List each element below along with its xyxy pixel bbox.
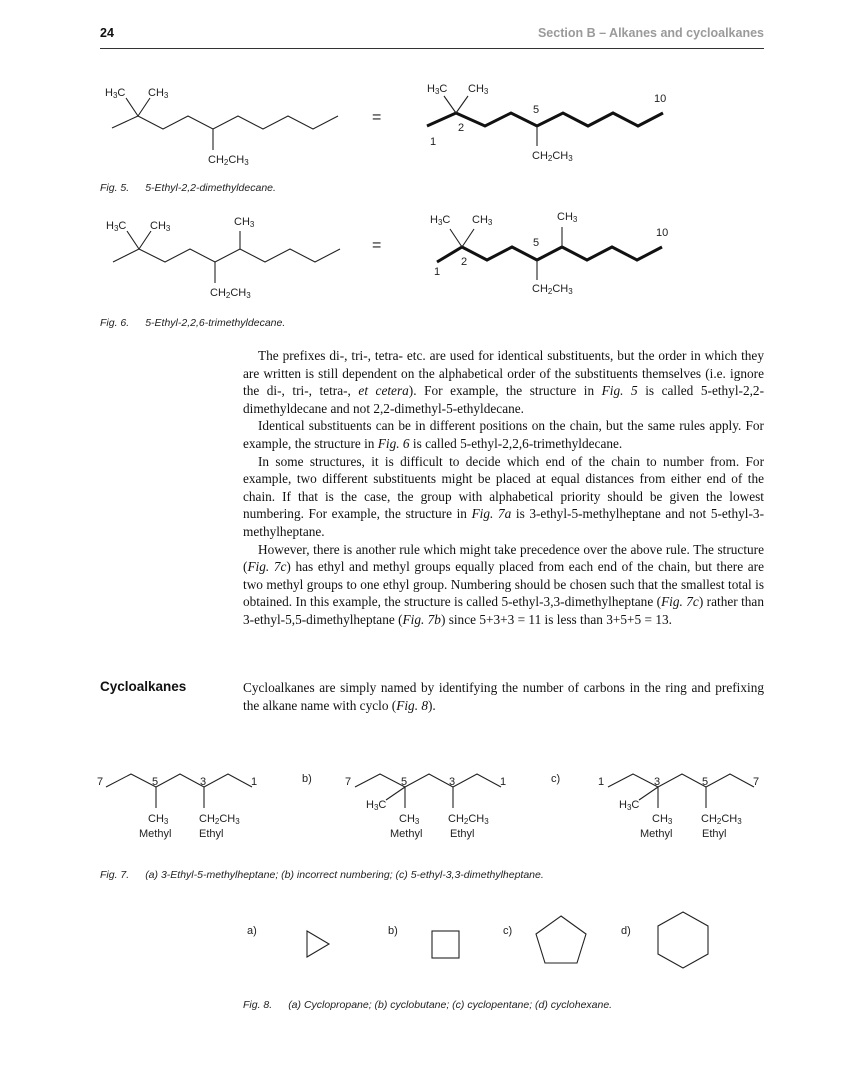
svg-text:2: 2 xyxy=(461,256,468,268)
svg-text:CH2CH3: CH2CH3 xyxy=(532,283,573,296)
cyclopropane-ring xyxy=(307,931,329,957)
svg-text:Ethyl: Ethyl xyxy=(450,828,475,840)
fig7c-labels xyxy=(598,776,759,840)
fig5-skeletal-left xyxy=(112,98,338,150)
svg-text:7: 7 xyxy=(345,776,352,788)
svg-text:10: 10 xyxy=(656,227,669,239)
fig7-label-b: b) xyxy=(302,773,312,785)
svg-text:3: 3 xyxy=(449,776,456,788)
svg-text:1: 1 xyxy=(598,776,605,788)
svg-text:7: 7 xyxy=(97,776,104,788)
svg-text:CH3: CH3 xyxy=(557,211,578,224)
svg-text:7: 7 xyxy=(753,776,760,788)
svg-text:1: 1 xyxy=(500,776,507,788)
fig7b-labels xyxy=(345,776,506,840)
cycloalkanes-heading: Cycloalkanes xyxy=(100,679,187,694)
paragraph-3: In some structures, it is difficult to decide which end of the chain to number from. For example, two different substituents might be placed at equal distances from either end of the chain. If that is the case, the group with alphabetical priority should be given the lowest numbering. For example, the structure in Fig. 7a is 3-ethyl-5-methylheptane and not 5-ethyl-3-methylheptane. xyxy=(243,453,764,539)
svg-text:Methyl: Methyl xyxy=(640,828,673,840)
fig5-equals: = xyxy=(372,109,382,126)
svg-text:CH2CH3: CH2CH3 xyxy=(701,813,742,826)
fig8-label-d: d) xyxy=(621,925,631,937)
svg-text:3: 3 xyxy=(654,776,661,788)
svg-text:H3C: H3C xyxy=(106,220,127,233)
page-number: 24 xyxy=(100,26,114,40)
svg-text:Ethyl: Ethyl xyxy=(199,828,224,840)
cyclohexane-ring xyxy=(658,912,708,968)
svg-text:5: 5 xyxy=(533,237,540,249)
fig6-caption: Fig. 6. 5-Ethyl-2,2,6-trimethyldecane. xyxy=(100,317,286,329)
fig5-caption: Fig. 5. 5-Ethyl-2,2-dimethyldecane. xyxy=(100,182,276,194)
svg-text:1: 1 xyxy=(430,136,437,148)
paragraph-4: However, there is another rule which might take precedence over the above rule. The structure (Fig. 7c) has ethyl and methyl groups equally placed from each end of the chain, but there are two methyl groups to one ethyl group. Numbering should be chosen such that the smallest total is obtained. In this example, the structure is called 5-ethyl-3,3-dimethylheptane (Fig. 7c) rather than 3-ethyl-5,5-dimethylheptane (Fig. 7b) since 5+3+3 = 11 is less than 3+5+5 = 13. xyxy=(243,541,764,627)
fig6-equals: = xyxy=(372,237,382,254)
fig6-left-labels xyxy=(106,216,255,300)
paragraph-1: The prefixes di-, tri-, tetra- etc. are used for identical substituents, but the order in which they are written is still dependent on the alphabetical order of the substituents themselves (i.e. ignore the di-, tri-, tetra-, et cetera). For example, the structure in Fig. 5 is called 5-ethyl-2,2-dimethyldecane and not 2,2-dimethyl-5-ethyldecane. xyxy=(243,348,765,416)
svg-text:CH3: CH3 xyxy=(468,83,489,96)
fig7a-labels xyxy=(97,776,257,840)
fig5-ch3: CH3 xyxy=(148,87,169,100)
cyclobutane-ring xyxy=(432,931,459,958)
fig8-label-c: c) xyxy=(503,925,513,937)
fig5-ch2ch3: CH2CH3 xyxy=(208,154,249,167)
fig8-label-a: a) xyxy=(247,925,257,937)
fig8-label-b: b) xyxy=(388,925,398,937)
svg-text:Methyl: Methyl xyxy=(139,828,172,840)
svg-text:CH3: CH3 xyxy=(652,813,673,826)
svg-text:CH3: CH3 xyxy=(150,220,171,233)
svg-text:CH3: CH3 xyxy=(148,813,169,826)
svg-text:5: 5 xyxy=(702,776,709,788)
svg-text:3: 3 xyxy=(200,776,207,788)
svg-text:CH3 xyxy=(148,87,169,100)
body-text xyxy=(243,347,764,629)
svg-text:H3C: H3C xyxy=(427,83,448,96)
fig6-skeletal-right xyxy=(437,247,662,262)
svg-text:CH3: CH3 xyxy=(234,216,255,229)
svg-text:2: 2 xyxy=(458,122,465,134)
fig7-caption: Fig. 7. (a) 3-Ethyl-5-methylheptane; (b) incorrect numbering; (c) 5-ethyl-3,3-dimethylheptane. xyxy=(100,869,544,881)
svg-text:H3C: H3C xyxy=(430,214,451,227)
fig6-skeletal-left xyxy=(113,231,340,283)
svg-text:5: 5 xyxy=(152,776,159,788)
cycloalkanes-text: Cycloalkanes are simply named by identifying the number of carbons in the ring and prefixing the alkane name with cyclo (Fig. 8). xyxy=(243,680,764,713)
svg-text:CH3: CH3 xyxy=(472,214,493,227)
svg-text:5: 5 xyxy=(533,104,540,116)
svg-text:CH2CH3: CH2CH3 xyxy=(210,287,251,300)
fig8-caption: Fig. 8. (a) Cyclopropane; (b) cyclobutane; (c) cyclopentane; (d) cyclohexane. xyxy=(243,999,613,1011)
svg-text:10: 10 xyxy=(654,93,667,105)
paragraph-2: Identical substituents can be in different positions on the chain, but the same rules apply. For example, the structure in Fig. 6 is called 5-ethyl-2,2,6-trimethyldecane. xyxy=(243,418,764,451)
svg-text:Ethyl: Ethyl xyxy=(702,828,727,840)
fig7-label-c: c) xyxy=(551,773,561,785)
svg-text:H3C: H3C xyxy=(366,799,387,812)
svg-text:H3C xyxy=(105,87,125,100)
fig5-h3c: H3C xyxy=(105,87,126,100)
fig7a-skeletal xyxy=(106,774,252,808)
svg-text:5: 5 xyxy=(401,776,408,788)
svg-text:CH2CH3: CH2CH3 xyxy=(532,150,573,163)
svg-text:1: 1 xyxy=(251,776,258,788)
svg-text:CH2CH3 xyxy=(208,154,249,167)
cyclopentane-ring xyxy=(536,916,586,963)
svg-text:Methyl: Methyl xyxy=(390,828,423,840)
svg-text:CH2CH3: CH2CH3 xyxy=(199,813,240,826)
svg-text:1: 1 xyxy=(434,266,441,278)
svg-text:H3C: H3C xyxy=(619,799,640,812)
svg-text:CH2CH3: CH2CH3 xyxy=(448,813,489,826)
section-title: Section B – Alkanes and cycloalkanes xyxy=(537,26,764,40)
svg-text:CH3: CH3 xyxy=(399,813,420,826)
